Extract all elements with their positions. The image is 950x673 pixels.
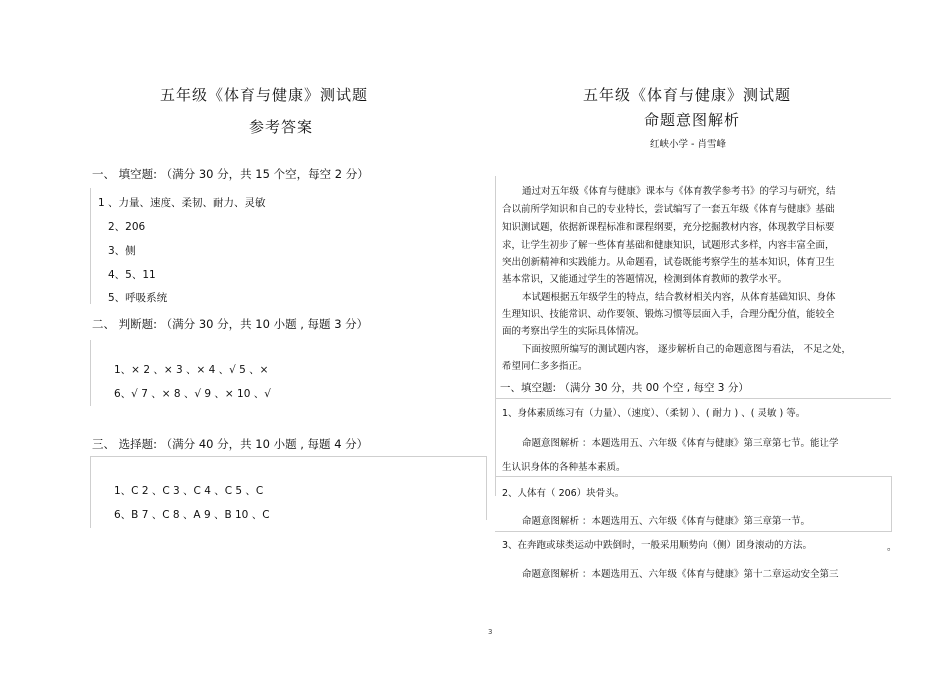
paragraph-line: 合以前所学知识和自己的专业特长，尝试编写了一套五年级《体育与健康》基础	[502, 204, 835, 215]
answer-item: 2、206	[108, 221, 146, 233]
answer-item: 5、呼吸系统	[108, 292, 168, 304]
divider	[90, 188, 91, 304]
question: 1、身体素质练习有（力量）、（速度）、（柔韧 ）、( 耐力 ) 、( 灵敏 ) 等。	[502, 408, 806, 419]
analysis: 命题意图解析 ：本题选用五、六年级《体育与健康》第三章第一节。	[522, 516, 811, 527]
paragraph-line: 本试题根据五年级学生的特点，结合教材相关内容，从体育基础知识、身体	[522, 292, 836, 303]
author: 红峡小学 - 肖雪峰	[650, 139, 726, 150]
paragraph-line: 希望同仁多多指正。	[502, 361, 588, 372]
divider	[495, 398, 891, 399]
right-title: 五年级《体育与健康》测试题	[583, 86, 792, 104]
divider	[495, 531, 891, 532]
right-section-heading: 一、填空题: （满分 30 分，共 00 个空 , 每空 3 分）	[500, 382, 749, 394]
left-section3-heading: 三、 选择题: （满分 40 分，共 10 小题 , 每题 4 分）	[92, 437, 369, 451]
answer-item: 4、5、11	[108, 269, 156, 281]
divider	[495, 476, 891, 477]
left-title: 五年级《体育与健康》测试题	[160, 86, 369, 104]
analysis: 命题意图解析 ：本题选用五、六年级《体育与健康》第三章第七节。能让学	[522, 438, 839, 449]
question: 2、人体有（ 206）块骨头。	[502, 488, 625, 499]
question: 3、在奔跑或球类运动中跌倒时，一般采用顺势向（侧）团身滚动的方法。	[502, 540, 813, 551]
paragraph-line: 基本常识，又能通过学生的答题情况，检测到体育教师的教学水平。	[502, 274, 788, 285]
paragraph-line: 面的考察出学生的实际具体情况。	[502, 326, 645, 337]
analysis: 生认识身体的各种基本素质。	[502, 462, 626, 473]
left-subtitle: 参考答案	[249, 118, 314, 136]
answer-item: 3、侧	[108, 245, 136, 257]
divider	[90, 456, 91, 528]
stray-mark: 。	[887, 542, 897, 553]
paragraph-line: 突出创新精神和实践能力。从命题看，试卷既能考察学生的基本知识，体育卫生	[502, 257, 835, 268]
choice-row: 1、C 2 、C 3 、C 4 、C 5 、C	[114, 485, 264, 497]
answer-item: 1 、力量、速度、柔韧、耐力、灵敏	[98, 197, 266, 209]
judge-row: 1、× 2 、× 3 、× 4 、√ 5 、×	[114, 364, 269, 376]
choice-row: 6、B 7 、C 8 、A 9 、B 10 、C	[114, 509, 270, 521]
left-section1-heading: 一、 填空题: （满分 30 分，共 15 个空，每空 2 分）	[92, 167, 369, 181]
divider	[90, 340, 91, 406]
left-section2-heading: 二、 判断题: （满分 30 分，共 10 小题 , 每题 3 分）	[92, 317, 369, 331]
divider	[486, 456, 487, 520]
page-number: 3	[488, 628, 493, 636]
paragraph-line: 生理知识、技能常识、动作要领、锻炼习惯等层面入手，合理分配分值，能较全	[502, 309, 835, 320]
paragraph-line: 通过对五年级《体育与健康》课本与《体育教学参考书》的学习与研究，结	[522, 186, 836, 197]
divider	[891, 476, 892, 532]
paragraph-line: 求，让学生初步了解一些体育基础和健康知识，试题形式多样，内容丰富全面，	[502, 240, 835, 251]
judge-row: 6、√ 7 、× 8 、√ 9 、× 10 、√	[114, 388, 271, 400]
right-subtitle: 命题意图解析	[644, 111, 741, 129]
paragraph-line: 知识测试题，依据新课程标准和课程纲要，充分挖掘教材内容，体现教学目标要	[502, 222, 835, 233]
divider	[495, 176, 496, 496]
divider	[90, 456, 486, 457]
paragraph-line: 下面按照所编写的测试题内容， 逐步解析自己的命题意图与看法， 不足之处，	[522, 344, 852, 355]
analysis: 命题意图解析 ：本题选用五、六年级《体育与健康》第十二章运动安全第三	[522, 569, 839, 580]
